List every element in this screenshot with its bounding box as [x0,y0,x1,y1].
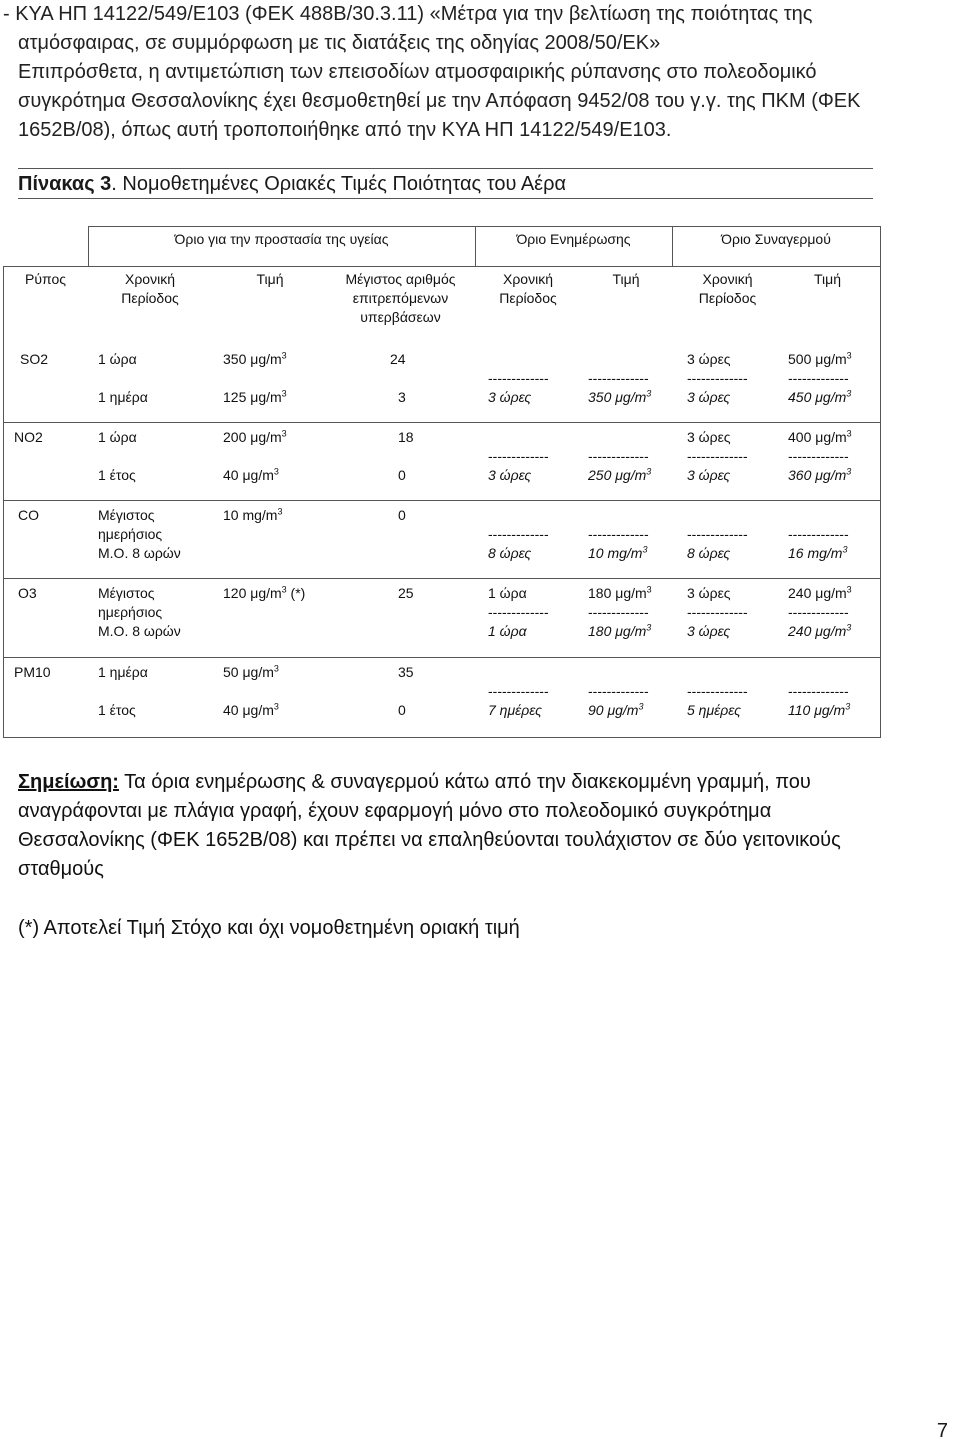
max-exceed: 25 [398,585,414,601]
note-line-3: Θεσσαλονίκης (ΦΕΚ 1652Β/08) και πρέπει να επαληθεύονται τουλάχιστον σε δύο γειτονικούς [18,829,841,851]
value: 10 $mg/m^3$ [223,506,283,523]
grid-line [3,737,881,738]
grid-line [88,226,881,227]
intro-line-2: ατμόσφαιρας, σε συμμόρφωση με τις διατάξεις της οδηγίας 2008/50/ΕΚ» [18,32,661,54]
intro-line-1: - ΚΥΑ ΗΠ 14122/549/Ε103 (ΦΕΚ 488Β/30.3.11) «Μέτρα για την βελτίωση της ποιότητας της [3,3,813,25]
header-pollutant: Ρύπος [25,271,66,287]
period: ημερήσιος [98,604,163,620]
note-line-4: σταθμούς [18,858,104,880]
intro-line-5: 1652Β/08), όπως αυτή τροποποιήθηκε από την ΚΥΑ ΗΠ 14122/549/Ε103. [18,119,672,141]
info-period: 7 ημέρες [488,702,542,718]
grid-line [3,266,881,267]
intro-line-4: συγκρότημα Θεσσαλονίκης έχει θεσμοθετηθεί με την Απόφαση 9452/08 του γ.γ. της ΠΚΜ (ΦΕΚ [18,90,861,112]
grid-line [3,422,881,423]
group-info: Όριο Ενημέρωσης [516,231,631,247]
dash-separator: ------------- [687,526,748,542]
grid-line [3,657,881,658]
dash-separator: ------------- [488,604,549,620]
period: 1 ώρα [98,429,137,445]
dash-separator: ------------- [588,448,649,464]
dash-separator: ------------- [687,683,748,699]
pollutant-name: CO [18,507,39,523]
period: Μ.Ο. 8 ωρών [98,545,181,561]
alarm-value-top: 400 $\mu g/m^3$ [788,428,852,445]
header-info-value: Τιμή [612,271,640,287]
period: 1 έτος [98,702,136,718]
alarm-value: 360 $\mu g/m^3$ [788,466,852,483]
dash-separator: ------------- [687,370,748,386]
alarm-value: 16 $mg/m^3$ [788,544,848,561]
period: ημερήσιος [98,526,163,542]
value: 50 $\mu g/m^3$ [223,663,279,680]
header-alarm-value: Τιμή [814,271,841,287]
alarm-value-top: 240 $\mu g/m^3$ [788,584,852,601]
info-value: 90 $\mu g/m^3$ [588,701,644,718]
period: Μέγιστος [98,507,155,523]
alarm-value-top: 500 $\mu g/m^3$ [788,350,852,367]
dash-separator: ------------- [687,604,748,620]
info-value: 250 $\mu g/m^3$ [588,466,652,483]
footnote: (*) Αποτελεί Τιμή Στόχο και όχι νομοθετημένη οριακή τιμή [18,917,520,939]
period: 1 ώρα [98,351,137,367]
period: 1 ημέρα [98,664,148,680]
max-exceed: 0 [398,467,406,483]
table-title-text: . Νομοθετημένες Οριακές Τιμές Ποιότητας του Αέρα [111,173,567,195]
dash-separator: ------------- [788,370,849,386]
grid-line [3,266,4,738]
note-line-2: αναγράφονται με πλάγια γραφή, έχουν εφαρμογή μόνο στο πολεοδομικό συγκρότημα [18,800,772,822]
value: 40 $\mu g/m^3$ [223,701,279,718]
pollutant-name: NO2 [14,429,43,445]
period: Μέγιστος [98,585,155,601]
info-period: 3 ώρες [488,467,532,483]
group-health: Όριο για την προστασία της υγείας [174,231,389,247]
alarm-period-top: 3 ώρες [687,585,731,601]
info-value-top: 180 $\mu g/m^3$ [588,584,652,601]
alarm-period: 3 ώρες [687,467,731,483]
alarm-period: 8 ώρες [687,545,731,561]
note-label: Σημείωση: [18,771,119,793]
group-alarm: Όριο Συναγερμού [721,231,831,247]
alarm-period-top: 3 ώρες [687,351,731,367]
value: 350 $\mu g/m^3$ [223,350,287,367]
max-exceed: 35 [398,664,414,680]
dash-separator: ------------- [488,448,549,464]
info-period: 3 ώρες [488,389,532,405]
dash-separator: ------------- [588,370,649,386]
value: 125 $\mu g/m^3$ [223,388,287,405]
info-period: 1 ώρα [488,623,527,639]
header-max-exceed: Μέγιστος αριθμός επιτρεπόμενων υπερβάσεων [345,271,456,325]
title-rule-top [18,168,873,169]
header-period: Χρονική Περίοδος [121,271,179,306]
alarm-value: 110 $\mu g/m^3$ [788,701,851,718]
title-rule-bottom [18,198,873,199]
dash-separator: ------------- [687,448,748,464]
max-exceed: 24 [390,351,406,367]
period: 1 ημέρα [98,389,148,405]
dash-separator: ------------- [588,683,649,699]
pollutant-name: O3 [18,585,37,601]
info-value: 10 $mg/m^3$ [588,544,648,561]
page-number: 7 [936,1420,948,1442]
period: 1 έτος [98,467,136,483]
dash-separator: ------------- [488,526,549,542]
max-exceed: 0 [398,702,406,718]
alarm-period: 3 ώρες [687,389,731,405]
max-exceed: 3 [398,389,406,405]
max-exceed: 0 [398,507,406,523]
header-alarm-period: Χρονική Περίοδος [698,271,757,306]
info-value: 180 $\mu g/m^3$ [588,622,652,639]
header-value: Τιμή [256,271,284,287]
alarm-period: 3 ώρες [687,623,731,639]
info-value: 350 $\mu g/m^3$ [588,388,652,405]
pollutant-name: SO2 [20,351,49,367]
dash-separator: ------------- [788,683,849,699]
dash-separator: ------------- [788,604,849,620]
table-title-label: Πίνακας 3 [18,173,112,195]
grid-line [880,226,881,738]
period: Μ.Ο. 8 ωρών [98,623,181,639]
info-period-top: 1 ώρα [488,585,527,601]
dash-separator: ------------- [788,448,849,464]
info-period: 8 ώρες [488,545,532,561]
dash-separator: ------------- [488,370,549,386]
alarm-period-top: 3 ώρες [687,429,731,445]
note-line-1: Σημείωση: Τα όρια ενημέρωσης & συναγερμού κάτω από την διακεκομμένη γραμμή, που [18,771,811,793]
alarm-period: 5 ημέρες [687,702,741,718]
value: 40 $\mu g/m^3$ [223,466,279,483]
grid-line [3,500,881,501]
value: 200 $\mu g/m^3$ [223,428,287,445]
dash-separator: ------------- [588,526,649,542]
alarm-value: 450 $\mu g/m^3$ [788,388,852,405]
header-info-period: Χρονική Περίοδος [499,271,557,306]
dash-separator: ------------- [788,526,849,542]
intro-line-3: Επιπρόσθετα, η αντιμετώπιση των επεισοδίων ατμοσφαιρικής ρύπανσης στο πολεοδομικό [18,61,817,83]
dash-separator: ------------- [588,604,649,620]
pollutant-name: PM10 [14,664,51,680]
max-exceed: 18 [398,429,414,445]
alarm-value: 240 $\mu g/m^3$ [788,622,852,639]
grid-line [3,578,881,579]
dash-separator: ------------- [488,683,549,699]
value: 120 $\mu g/m^3$ (*) [223,584,306,601]
table-title [18,173,566,196]
